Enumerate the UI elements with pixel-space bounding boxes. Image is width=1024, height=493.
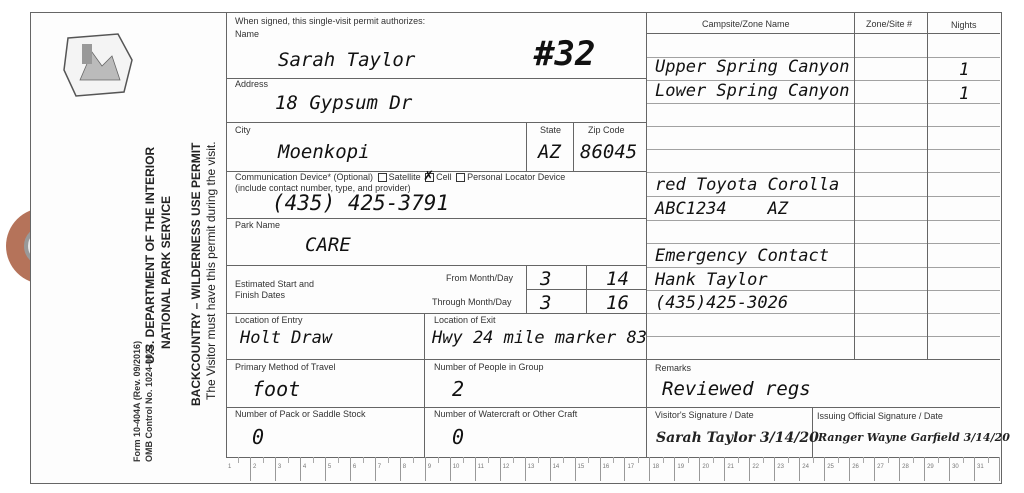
ruler-cell <box>376 457 401 481</box>
from-month: 3 <box>540 268 552 290</box>
ruler-number: 12 <box>502 464 510 470</box>
ruler-cell <box>226 457 251 481</box>
ruler-cell <box>251 457 276 481</box>
comm-label <box>235 168 566 184</box>
ruler-cell <box>975 457 1000 481</box>
visitor-signature: Sarah Taylor 3/14/20 <box>656 430 819 446</box>
ruler-cell <box>401 457 426 481</box>
phone-value: (435) 425-3791 <box>272 191 450 215</box>
city-label: City <box>235 125 251 135</box>
ruler-cell <box>850 457 875 481</box>
ruler-half-tick <box>888 457 889 463</box>
ruler-half-tick <box>963 457 964 463</box>
zone-header: Zone/Site # <box>866 19 913 29</box>
ruler-cell <box>526 457 551 481</box>
ruler-number: 29 <box>927 464 934 470</box>
ruler-number: 8 <box>402 464 407 470</box>
visitor-sig-label: Visitor's Signature / Date <box>655 410 754 420</box>
vehicle-value: red Toyota Corolla <box>655 175 840 195</box>
permit-title: BACKCOUNTRY – WILDERNESS USE PERMIT <box>189 142 203 406</box>
campsite-header: Campsite/Zone Name <box>702 19 790 29</box>
entry-value: Holt Draw <box>240 328 333 348</box>
ruler-cell <box>775 457 800 481</box>
through-label: Through Month/Day <box>432 297 512 307</box>
ruler-cell <box>301 457 326 481</box>
ruler-cell <box>900 457 925 481</box>
satellite-checkbox[interactable] <box>378 173 387 182</box>
ruler-cell <box>800 457 825 481</box>
ruler-half-tick <box>363 457 364 463</box>
ruler-cell <box>875 457 900 481</box>
ruler-cell <box>451 457 476 481</box>
remarks-label: Remarks <box>655 363 692 373</box>
from-label: From Month/Day <box>446 273 514 283</box>
ruler-number: 24 <box>802 464 809 470</box>
ruler-half-tick <box>688 457 689 463</box>
omb-number: OMB Control No. 1024-0022 <box>144 343 154 462</box>
form-number: Form 10-404A (Rev. 09/2016) <box>132 340 142 462</box>
park-label: Park Name <box>235 220 281 230</box>
comm-device-label: Communication Device* (Optional) <box>235 172 374 182</box>
ruler-number: 31 <box>977 464 984 470</box>
nights-2: 1 <box>959 84 970 104</box>
campsite-2: Lower Spring Canyon <box>655 81 850 101</box>
address-label: Address <box>235 79 269 89</box>
permit-note: The Visitor must have this permit during the visit. <box>204 141 218 400</box>
ruler-cell <box>625 457 650 481</box>
ruler-cell <box>700 457 725 481</box>
park-value: CARE <box>305 234 351 256</box>
ruler-number: 11 <box>477 464 484 470</box>
ruler-number: 7 <box>377 464 382 470</box>
travel-label: Primary Method of Travel <box>235 362 336 372</box>
dates-label-1: Estimated Start and <box>235 279 315 289</box>
ruler-half-tick <box>288 457 289 463</box>
ruler-half-tick <box>313 457 314 463</box>
ruler-half-tick <box>663 457 664 463</box>
ruler-half-tick <box>463 457 464 463</box>
name-value: Sarah Taylor <box>278 49 416 71</box>
ruler-number: 18 <box>652 464 660 470</box>
ruler-number: 13 <box>527 464 535 470</box>
entry-label: Location of Entry <box>235 315 303 325</box>
craft-value: 0 <box>452 425 465 449</box>
nights-1: 1 <box>959 60 970 80</box>
ruler-half-tick <box>438 457 439 463</box>
state-value: AZ <box>538 141 561 163</box>
ruler-number: 1 <box>228 464 232 470</box>
zip-label: Zip Code <box>588 125 625 135</box>
ruler-number: 28 <box>902 464 909 470</box>
authorizes-label: When signed, this single-visit permit authorizes: <box>235 16 426 26</box>
agency-title: NATIONAL PARK SERVICE <box>159 195 173 349</box>
ruler-half-tick <box>238 457 239 463</box>
ruler-number: 20 <box>702 464 710 470</box>
ruler-number: 23 <box>777 464 784 470</box>
state-label: State <box>540 125 562 135</box>
dept-title: U.S. DEPARTMENT OF THE INTERIOR <box>143 146 157 364</box>
ruler-number: 21 <box>727 464 735 470</box>
ruler-number: 4 <box>302 464 307 470</box>
exit-value: Hwy 24 mile marker 83 <box>432 328 647 348</box>
ruler-cell <box>576 457 601 481</box>
ruler-number: 26 <box>852 464 859 470</box>
ruler-number: 9 <box>427 464 432 470</box>
cell-check-mark: ✗ <box>423 168 435 184</box>
plate-value: ABC1234 AZ <box>655 199 789 219</box>
travel-value: foot <box>252 377 301 401</box>
ruler-half-tick <box>388 457 389 463</box>
official-sig-label: Issuing Official Signature / Date <box>817 411 943 421</box>
ruler-number: 25 <box>827 464 834 470</box>
satellite-label: Satellite <box>388 172 421 182</box>
ruler-cell <box>476 457 501 481</box>
ruler-half-tick <box>513 457 514 463</box>
ruler-half-tick <box>638 457 639 463</box>
ruler-number: 22 <box>752 464 759 470</box>
ruler-number: 17 <box>627 464 635 470</box>
contact-phone: (435)425-3026 <box>655 293 789 313</box>
ruler-half-tick <box>538 457 539 463</box>
remarks-value: Reviewed regs <box>662 378 811 400</box>
ruler-half-tick <box>813 457 814 463</box>
cell-label: Cell <box>436 172 452 182</box>
ruler-number: 15 <box>577 464 585 470</box>
ruler-number: 10 <box>452 464 460 470</box>
ruler-cell <box>351 457 376 481</box>
ruler-cell <box>750 457 775 481</box>
ruler-number: 30 <box>952 464 959 470</box>
ruler-half-tick <box>563 457 564 463</box>
ruler-half-tick <box>338 457 339 463</box>
city-value: Moenkopi <box>278 141 370 163</box>
ruler-half-tick <box>913 457 914 463</box>
stock-value: 0 <box>252 425 265 449</box>
name-label: Name <box>235 29 260 39</box>
ruler-half-tick <box>488 457 489 463</box>
ruler-half-tick <box>738 457 739 463</box>
nights-header: Nights <box>951 20 977 30</box>
emergency-label: Emergency Contact <box>655 246 829 266</box>
ruler-number: 2 <box>252 464 257 470</box>
ruler-half-tick <box>988 457 989 463</box>
ruler-cell <box>675 457 700 481</box>
through-day: 16 <box>606 292 629 314</box>
cell-checkbox[interactable] <box>423 168 435 184</box>
ruler-half-tick <box>413 457 414 463</box>
ruler-half-tick <box>938 457 939 463</box>
ruler-half-tick <box>788 457 789 463</box>
ruler-number: 16 <box>602 464 610 470</box>
ruler-cell <box>601 457 626 481</box>
ruler-number: 5 <box>327 464 332 470</box>
from-day: 14 <box>606 268 629 290</box>
ruler-cell <box>551 457 576 481</box>
address-value: 18 Gypsum Dr <box>275 92 413 114</box>
ruler-cell <box>501 457 526 481</box>
ruler-cell <box>426 457 451 481</box>
ruler-cell <box>825 457 850 481</box>
ruler-half-tick <box>863 457 864 463</box>
ruler-cell <box>326 457 351 481</box>
ruler-cell <box>650 457 675 481</box>
ruler-cell <box>276 457 301 481</box>
dates-label-2: Finish Dates <box>235 290 286 300</box>
ruler-cell <box>725 457 750 481</box>
permit-number: #32 <box>534 34 596 74</box>
locator-checkbox[interactable] <box>456 173 465 182</box>
stock-label: Number of Pack or Saddle Stock <box>235 409 366 419</box>
ruler-half-tick <box>763 457 764 463</box>
ruler-cell <box>925 457 950 481</box>
people-value: 2 <box>452 377 465 401</box>
ruler-strip <box>226 457 1000 482</box>
ruler-number: 14 <box>552 464 560 470</box>
ruler-number: 27 <box>877 464 884 470</box>
exit-label: Location of Exit <box>434 315 496 325</box>
nps-arrowhead-logo <box>58 30 138 100</box>
ruler-half-tick <box>263 457 264 463</box>
campsite-1: Upper Spring Canyon <box>655 57 850 77</box>
locator-label: Personal Locator Device <box>467 172 566 182</box>
through-month: 3 <box>540 292 552 314</box>
official-signature: Ranger Wayne Garfield 3/14/20 <box>818 431 1010 444</box>
zip-value: 86045 <box>580 141 638 163</box>
craft-label: Number of Watercraft or Other Craft <box>434 409 578 419</box>
ruler-number: 3 <box>277 464 282 470</box>
people-label: Number of People in Group <box>434 362 544 372</box>
ruler-half-tick <box>613 457 614 463</box>
ruler-half-tick <box>713 457 714 463</box>
ruler-half-tick <box>588 457 589 463</box>
ruler-number: 19 <box>677 464 685 470</box>
ruler-cell <box>950 457 975 481</box>
contact-name: Hank Taylor <box>655 270 768 290</box>
ruler-number: 6 <box>352 464 357 470</box>
comm-note: (include contact number, type, and provider) <box>235 183 411 193</box>
ruler-half-tick <box>838 457 839 463</box>
